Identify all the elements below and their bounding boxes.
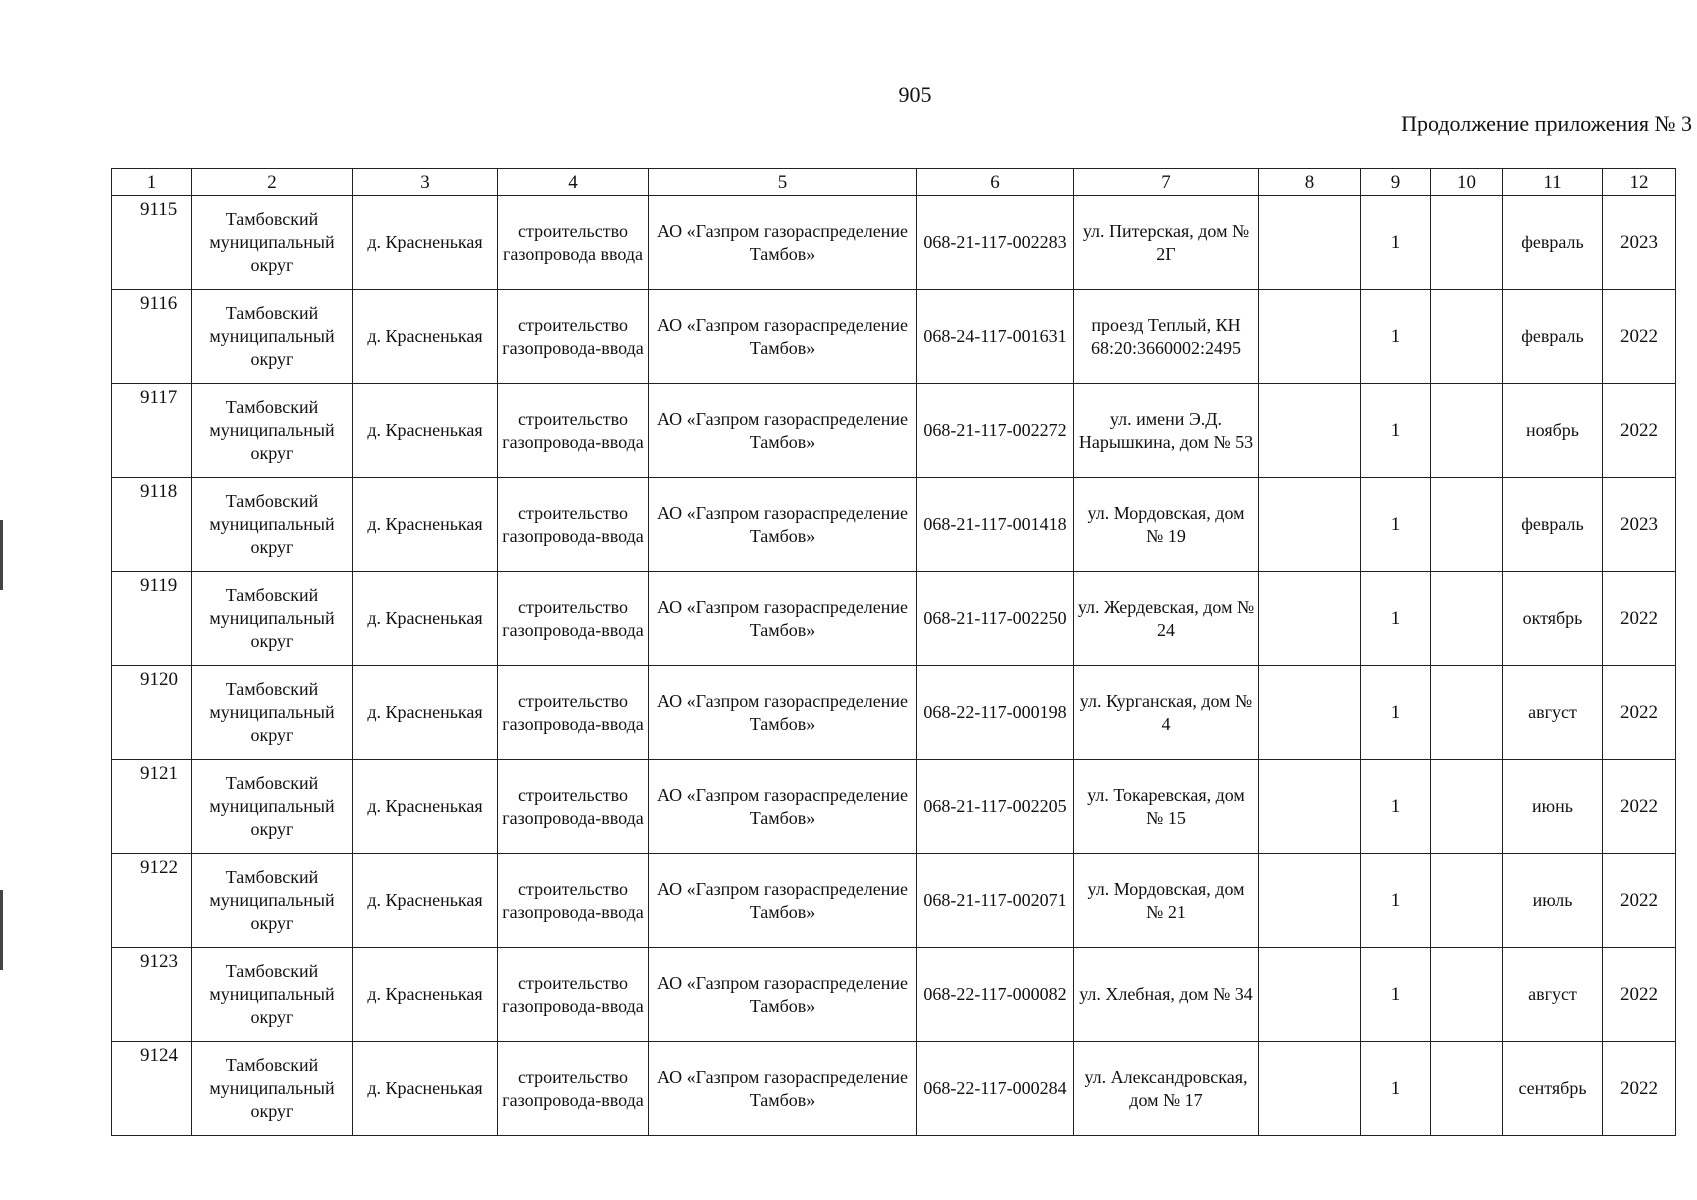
locality-cell: д. Красненькая [353,666,498,760]
column-10-cell [1431,572,1503,666]
column-header: 5 [649,169,917,196]
organization-cell: АО «Газпром газораспределение Тамбов» [649,948,917,1042]
object-code-cell: 068-21-117-002283 [917,196,1074,290]
locality-cell: д. Красненькая [353,572,498,666]
table-row [112,196,1676,290]
district-cell: Тамбовский муниципальный округ [192,290,353,384]
locality-cell: д. Красненькая [353,948,498,1042]
address-cell: ул. Александровская, дом № 17 [1074,1042,1259,1136]
count-cell: 1 [1361,572,1431,666]
organization-cell: АО «Газпром газораспределение Тамбов» [649,572,917,666]
year-cell: 2022 [1603,854,1676,948]
address-cell: ул. Питерская, дом № 2Г [1074,196,1259,290]
work-type-cell: строительство газопровода-ввода [498,290,649,384]
year-cell: 2023 [1603,478,1676,572]
count-cell: 1 [1361,196,1431,290]
locality-cell: д. Красненькая [353,290,498,384]
organization-cell: АО «Газпром газораспределение Тамбов» [649,760,917,854]
district-cell: Тамбовский муниципальный округ [192,196,353,290]
row-number: 9118 [112,478,192,572]
count-cell: 1 [1361,478,1431,572]
work-type-cell: строительство газопровода-ввода [498,384,649,478]
month-cell: август [1503,948,1603,1042]
column-header: 6 [917,169,1074,196]
district-cell: Тамбовский муниципальный округ [192,666,353,760]
column-header: 4 [498,169,649,196]
address-cell: ул. Хлебная, дом № 34 [1074,948,1259,1042]
address-cell: ул. Жердевская, дом № 24 [1074,572,1259,666]
row-number: 9115 [112,196,192,290]
month-cell: июль [1503,854,1603,948]
work-type-cell: строительство газопровода-ввода [498,948,649,1042]
scan-edge-mark [0,520,3,590]
organization-cell: АО «Газпром газораспределение Тамбов» [649,384,917,478]
row-number: 9120 [112,666,192,760]
object-code-cell: 068-22-117-000198 [917,666,1074,760]
organization-cell: АО «Газпром газораспределение Тамбов» [649,666,917,760]
count-cell: 1 [1361,290,1431,384]
work-type-cell: строительство газопровода-ввода [498,572,649,666]
row-number: 9124 [112,1042,192,1136]
address-cell: ул. имени Э.Д. Нарышкина, дом № 53 [1074,384,1259,478]
column-8-cell [1259,384,1361,478]
column-10-cell [1431,384,1503,478]
column-8-cell [1259,290,1361,384]
table-row [112,666,1676,760]
month-cell: сентябрь [1503,1042,1603,1136]
district-cell: Тамбовский муниципальный округ [192,478,353,572]
locality-cell: д. Красненькая [353,854,498,948]
object-code-cell: 068-22-117-000284 [917,1042,1074,1136]
table-row [112,572,1676,666]
column-header: 2 [192,169,353,196]
year-cell: 2023 [1603,196,1676,290]
district-cell: Тамбовский муниципальный округ [192,854,353,948]
row-number: 9122 [112,854,192,948]
row-number: 9123 [112,948,192,1042]
object-code-cell: 068-21-117-002205 [917,760,1074,854]
work-type-cell: строительство газопровода-ввода [498,1042,649,1136]
work-type-cell: строительство газопровода-ввода [498,760,649,854]
object-code-cell: 068-22-117-000082 [917,948,1074,1042]
column-10-cell [1431,760,1503,854]
column-10-cell [1431,854,1503,948]
organization-cell: АО «Газпром газораспределение Тамбов» [649,478,917,572]
column-10-cell [1431,666,1503,760]
year-cell: 2022 [1603,666,1676,760]
address-cell: проезд Теплый, КН 68:20:3660002:2495 [1074,290,1259,384]
table-row [112,1042,1676,1136]
month-cell: август [1503,666,1603,760]
district-cell: Тамбовский муниципальный округ [192,384,353,478]
district-cell: Тамбовский муниципальный округ [192,1042,353,1136]
table-row [112,478,1676,572]
locality-cell: д. Красненькая [353,384,498,478]
work-type-cell: строительство газопровода-ввода [498,478,649,572]
object-code-cell: 068-21-117-002272 [917,384,1074,478]
column-8-cell [1259,666,1361,760]
object-code-cell: 068-21-117-002250 [917,572,1074,666]
locality-cell: д. Красненькая [353,760,498,854]
count-cell: 1 [1361,666,1431,760]
row-number: 9117 [112,384,192,478]
column-header: 11 [1503,169,1603,196]
column-header: 9 [1361,169,1431,196]
address-cell: ул. Токаревская, дом № 15 [1074,760,1259,854]
column-8-cell [1259,948,1361,1042]
table-row [112,290,1676,384]
year-cell: 2022 [1603,384,1676,478]
page-number: 905 [898,82,932,107]
district-cell: Тамбовский муниципальный округ [192,948,353,1042]
column-header: 1 [112,169,192,196]
count-cell: 1 [1361,854,1431,948]
organization-cell: АО «Газпром газораспределение Тамбов» [649,854,917,948]
column-8-cell [1259,854,1361,948]
year-cell: 2022 [1603,760,1676,854]
column-8-cell [1259,760,1361,854]
column-header: 8 [1259,169,1361,196]
year-cell: 2022 [1603,1042,1676,1136]
month-cell: июнь [1503,760,1603,854]
count-cell: 1 [1361,1042,1431,1136]
organization-cell: АО «Газпром газораспределение Тамбов» [649,196,917,290]
work-type-cell: строительство газопровода-ввода [498,666,649,760]
column-8-cell [1259,1042,1361,1136]
gasification-table [111,168,1676,1136]
year-cell: 2022 [1603,572,1676,666]
column-10-cell [1431,1042,1503,1136]
address-cell: ул. Курганская, дом № 4 [1074,666,1259,760]
column-header: 7 [1074,169,1259,196]
work-type-cell: строительство газопровода-ввода [498,854,649,948]
month-cell: февраль [1503,290,1603,384]
row-number: 9119 [112,572,192,666]
column-8-cell [1259,572,1361,666]
locality-cell: д. Красненькая [353,196,498,290]
object-code-cell: 068-21-117-002071 [917,854,1074,948]
row-number: 9121 [112,760,192,854]
month-cell: февраль [1503,196,1603,290]
work-type-cell: строительство газопровода ввода [498,196,649,290]
column-10-cell [1431,948,1503,1042]
year-cell: 2022 [1603,290,1676,384]
count-cell: 1 [1361,948,1431,1042]
address-cell: ул. Мордовская, дом № 21 [1074,854,1259,948]
table-row [112,760,1676,854]
column-10-cell [1431,196,1503,290]
district-cell: Тамбовский муниципальный округ [192,760,353,854]
object-code-cell: 068-21-117-001418 [917,478,1074,572]
organization-cell: АО «Газпром газораспределение Тамбов» [649,1042,917,1136]
table-row [112,854,1676,948]
year-cell: 2022 [1603,948,1676,1042]
scan-edge-mark [0,890,3,970]
row-number: 9116 [112,290,192,384]
column-number-row [112,169,1676,196]
month-cell: февраль [1503,478,1603,572]
table-row [112,948,1676,1042]
column-header: 3 [353,169,498,196]
column-8-cell [1259,478,1361,572]
count-cell: 1 [1361,384,1431,478]
locality-cell: д. Красненькая [353,1042,498,1136]
column-header: 12 [1603,169,1676,196]
object-code-cell: 068-24-117-001631 [917,290,1074,384]
organization-cell: АО «Газпром газораспределение Тамбов» [649,290,917,384]
column-10-cell [1431,290,1503,384]
month-cell: ноябрь [1503,384,1603,478]
month-cell: октябрь [1503,572,1603,666]
continuation-label: Продолжение приложения № 3 [1401,111,1692,136]
count-cell: 1 [1361,760,1431,854]
column-8-cell [1259,196,1361,290]
column-10-cell [1431,478,1503,572]
table-body [112,196,1676,1136]
district-cell: Тамбовский муниципальный округ [192,572,353,666]
column-header: 10 [1431,169,1503,196]
table-row [112,384,1676,478]
locality-cell: д. Красненькая [353,478,498,572]
address-cell: ул. Мордовская, дом № 19 [1074,478,1259,572]
